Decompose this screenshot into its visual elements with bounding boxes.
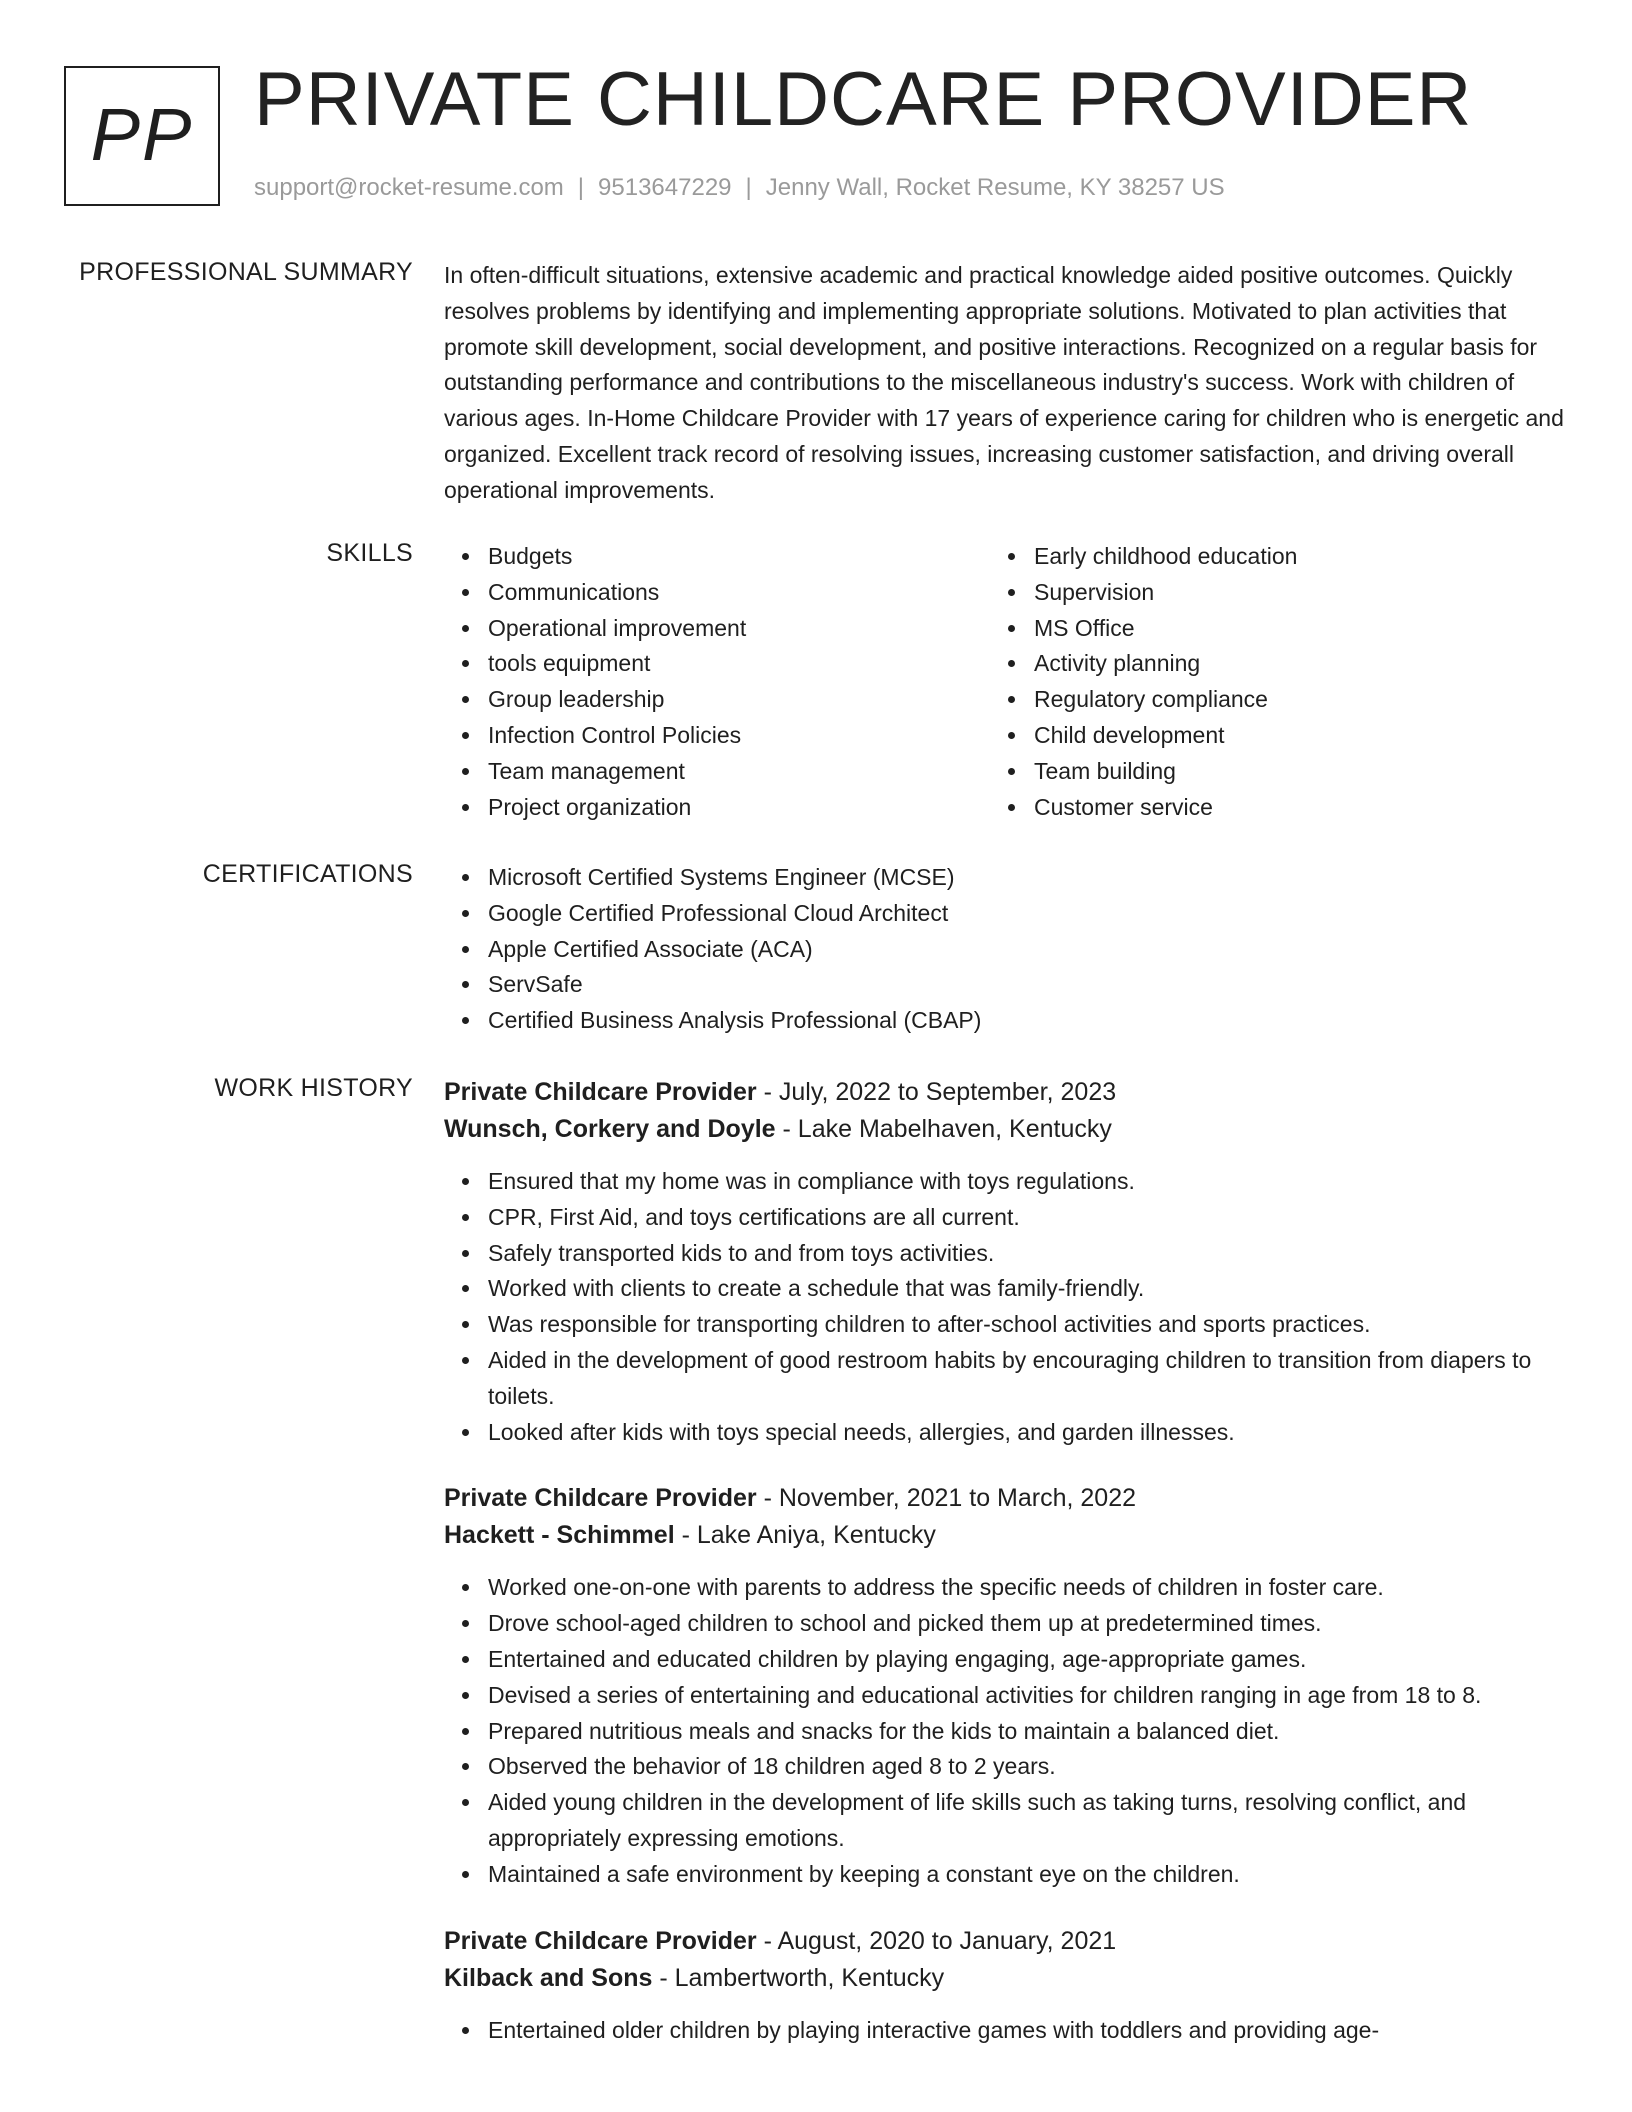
list-item: Aided in the development of good restroom habits by encouraging children to transition from diapers to toilets. (488, 1343, 1564, 1415)
list-item: Project organization (488, 790, 990, 826)
job-company-line (444, 1517, 1564, 1554)
job-company-line (444, 1111, 1564, 1148)
list-item: Apple Certified Associate (ACA) (488, 932, 1564, 968)
list-item: Budgets (488, 539, 990, 575)
list-item: Customer service (1034, 790, 1536, 826)
job-entry (444, 1923, 1564, 2049)
list-item: Prepared nutritious meals and snacks for the kids to maintain a balanced diet. (488, 1714, 1564, 1750)
contact-line (254, 174, 1225, 202)
job-company: Hackett - Schimmel (444, 1521, 675, 1550)
list-item: Communications (488, 575, 990, 611)
list-item: Devised a series of entertaining and educational activities for children ranging in age from 18 to 8. (488, 1678, 1564, 1714)
list-item: Group leadership (488, 682, 990, 718)
monogram-initials: PP (90, 92, 194, 176)
job-company: Kilback and Sons (444, 1963, 653, 1992)
job-bullets (444, 2013, 1564, 2049)
job-title-line (444, 1923, 1564, 1960)
list-item: CPR, First Aid, and toys certifications are all current. (488, 1200, 1564, 1236)
job-bullets (444, 1570, 1564, 1892)
list-item: Regulatory compliance (1034, 682, 1536, 718)
list-item: Worked with clients to create a schedule that was family-friendly. (488, 1271, 1564, 1307)
job-bullets (444, 1164, 1564, 1450)
job-entry (444, 1480, 1564, 1892)
contact-phone: 9513647229 (598, 174, 732, 201)
work-history-heading: WORK HISTORY (214, 1074, 413, 1102)
monogram-box (64, 66, 220, 206)
job-title-line (444, 1074, 1564, 1111)
job-title-line (444, 1480, 1564, 1517)
list-item: Looked after kids with toys special needs, allergies, and garden illnesses. (488, 1415, 1564, 1451)
list-item: Was responsible for transporting children to after-school activities and sports practices. (488, 1307, 1564, 1343)
list-item: Entertained older children by playing interactive games with toddlers and providing age- (488, 2013, 1564, 2049)
list-item: Early childhood education (1034, 539, 1536, 575)
page-title: PRIVATE CHILDCARE PROVIDER (254, 57, 1473, 142)
contact-separator: | (745, 174, 752, 201)
contact-separator: | (577, 174, 585, 201)
skills-heading: SKILLS (326, 539, 413, 567)
list-item: Maintained a safe environment by keeping a constant eye on the children. (488, 1857, 1564, 1893)
list-item: Entertained and educated children by playing engaging, age-appropriate games. (488, 1642, 1564, 1678)
list-item: Aided young children in the development of life skills such as taking turns, resolving conflict, and appropriately expressing emotions. (488, 1785, 1564, 1857)
list-item: Supervision (1034, 575, 1536, 611)
contact-address: Jenny Wall, Rocket Resume, KY 38257 US (765, 174, 1225, 201)
list-item: Team management (488, 754, 990, 790)
job-company: Wunsch, Corkery and Doyle (444, 1115, 776, 1143)
list-item: Safely transported kids to and from toys activities. (488, 1236, 1564, 1272)
job-dates: - August, 2020 to January, 2021 (756, 1926, 1117, 1955)
list-item: Child development (1034, 718, 1536, 754)
job-company-line (444, 1960, 1564, 1997)
list-item: Operational improvement (488, 611, 990, 647)
job-location: - Lake Aniya, Kentucky (674, 1521, 936, 1550)
summary-heading: PROFESSIONAL SUMMARY (79, 258, 413, 286)
job-entry (444, 1074, 1564, 1450)
certifications-heading: CERTIFICATIONS (202, 860, 413, 888)
list-item: Worked one-on-one with parents to address the specific needs of children in foster care. (488, 1570, 1564, 1606)
list-item: Google Certified Professional Cloud Architect (488, 896, 1564, 932)
skills-list-left (444, 539, 990, 825)
job-role: Private Childcare Provider (444, 1484, 757, 1513)
list-item: Observed the behavior of 18 children aged 8 to 2 years. (488, 1749, 1564, 1785)
job-role: Private Childcare Provider (444, 1926, 757, 1955)
job-dates: - November, 2021 to March, 2022 (756, 1484, 1137, 1513)
contact-email: support@rocket-resume.com (254, 174, 564, 201)
list-item: Drove school-aged children to school and picked them up at predetermined times. (488, 1606, 1564, 1642)
skills-list-right (990, 539, 1536, 825)
list-item: Microsoft Certified Systems Engineer (MCSE) (488, 860, 1564, 896)
list-item: Certified Business Analysis Professional (CBAP) (488, 1003, 1564, 1039)
list-item: Activity planning (1034, 646, 1536, 682)
job-dates: - July, 2022 to September, 2023 (756, 1078, 1117, 1106)
certifications-list (444, 860, 1564, 1039)
list-item: Ensured that my home was in compliance with toys regulations. (488, 1164, 1564, 1200)
work-history-body (444, 1074, 1564, 2078)
skills-body (444, 539, 1564, 825)
job-location: - Lake Mabelhaven, Kentucky (775, 1115, 1112, 1143)
list-item: ServSafe (488, 967, 1564, 1003)
job-role: Private Childcare Provider (444, 1078, 757, 1106)
list-item: tools equipment (488, 646, 990, 682)
certifications-body (444, 860, 1564, 1039)
summary-text: In often-difficult situations, extensive academic and practical knowledge aided positive outcomes. Quickly resolves problems by identifying and implementing appropriate solutions. Motivated to plan activities that promote skill development, social development, and positive interactions. Recognized on a regular basis for outstanding performance and contributions to the miscellaneous industry's success. Work with children of various ages. In-Home Childcare Provider with 17 years of experience caring for children who is energetic and organized. Excellent track record of resolving issues, increasing customer satisfaction, and driving overall operational improvements. (444, 262, 1564, 503)
job-location: - Lambertworth, Kentucky (652, 1963, 945, 1992)
list-item: Team building (1034, 754, 1536, 790)
list-item: MS Office (1034, 611, 1536, 647)
list-item: Infection Control Policies (488, 718, 990, 754)
summary-body (444, 258, 1564, 509)
